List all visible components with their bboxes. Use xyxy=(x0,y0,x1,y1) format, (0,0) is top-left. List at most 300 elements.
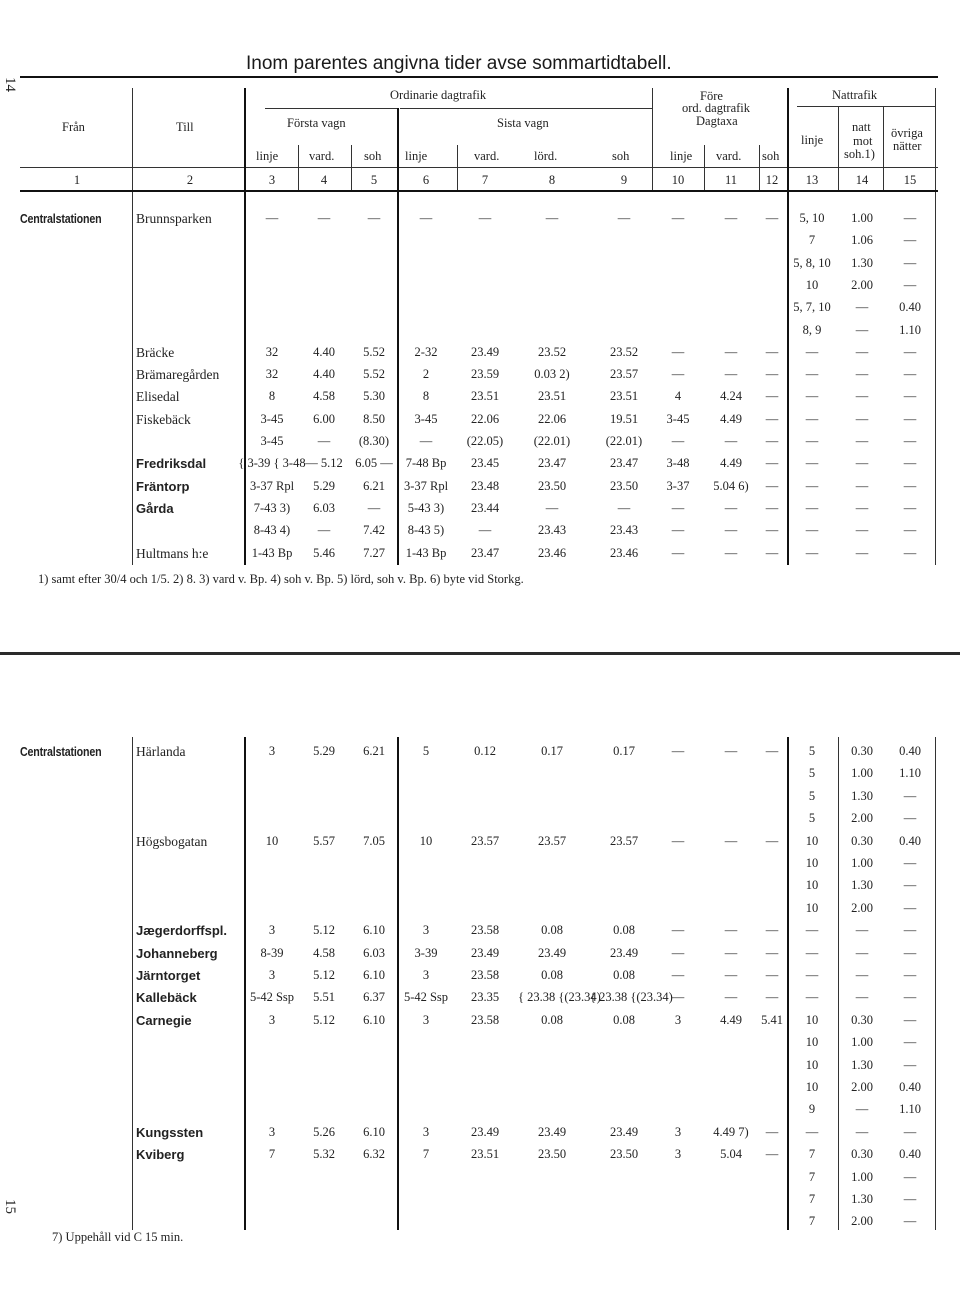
vline xyxy=(652,88,653,190)
table-cell: 0.40 xyxy=(899,300,921,315)
stop-name: Fräntorp xyxy=(136,478,190,494)
table-cell: 23.51 xyxy=(609,389,639,404)
page-title: Inom parentes angivna tider avse sommartidtabell. xyxy=(246,53,672,74)
stop-name: Högsbogatan xyxy=(136,833,208,849)
stop-name: Brämaregården xyxy=(136,367,220,383)
table-cell: 0.30 xyxy=(851,833,873,848)
header-sista-vagn: Sista vagn xyxy=(497,116,549,130)
table-cell: 23.49 xyxy=(470,344,500,359)
table-cell: 6.37 xyxy=(363,990,385,1005)
table-cell: 3 xyxy=(268,1012,276,1027)
table-cell: 23.50 xyxy=(609,1147,639,1162)
table-cell: — xyxy=(805,500,819,515)
stop-name: Härlanda xyxy=(136,744,186,759)
table-cell: 5 xyxy=(422,744,430,758)
header-natt: natt xyxy=(852,120,871,134)
table-cell: 4.49 7) xyxy=(713,1124,749,1139)
stop-name: Fredriksdal xyxy=(136,456,207,472)
table-cell: — xyxy=(478,523,492,538)
table-cell: 7.27 xyxy=(363,545,385,560)
table-cell: — xyxy=(765,833,779,848)
table-cell: — xyxy=(903,900,917,915)
table-cell: 10 xyxy=(805,1035,819,1050)
table-cell: 0.30 xyxy=(851,1012,873,1027)
table-cell: 3-45 xyxy=(260,411,284,426)
stop-name: Brunnsparken xyxy=(136,211,212,226)
header-nattrafik: Nattrafik xyxy=(832,88,878,102)
table-cell: — xyxy=(724,434,738,448)
table-cell: — xyxy=(765,923,779,938)
table-cell: 5.41 xyxy=(761,1012,783,1027)
table-cell: — xyxy=(805,968,819,982)
table-cell: — xyxy=(765,478,779,493)
table-cell: 32 xyxy=(265,344,279,359)
stop-name: Kungssten xyxy=(136,1124,204,1140)
header-ordinarie: Ordinarie dagtrafik xyxy=(390,88,487,102)
table-cell: — xyxy=(855,456,869,471)
table-cell: 4.24 xyxy=(720,389,742,404)
table-cell: — xyxy=(317,434,331,448)
table-cell: — xyxy=(855,389,869,404)
table-cell: 1.00 xyxy=(851,1169,873,1184)
table-cell: 5.57 xyxy=(313,833,335,848)
section1-footnote: 1) samt efter 30/4 och 1/5. 2) 8. 3) vard v. Bp. 4) soh v. Bp. 5) lörd, soh v. Bp. 6) byte vid Storkg. xyxy=(38,572,524,586)
table-cell: — xyxy=(317,523,331,538)
table-cell: — xyxy=(765,389,779,404)
stop-name: Bräcke xyxy=(136,344,175,360)
subhdr-soh-3: soh xyxy=(762,149,780,163)
page-number-top: 14 xyxy=(2,77,18,92)
column-number: 4 xyxy=(320,173,328,187)
table-cell: 3 xyxy=(674,1147,682,1162)
table-cell: — xyxy=(367,211,381,225)
table-cell: 3-37 xyxy=(666,478,690,493)
table-cell: — xyxy=(903,1192,917,1206)
table-cell: 23.51 xyxy=(470,1147,500,1162)
table-cell: — xyxy=(903,211,917,225)
table-cell: 1.00 xyxy=(851,856,873,870)
header-fore: Före xyxy=(700,89,723,103)
table-cell: — xyxy=(765,456,779,471)
table-cell: 7 xyxy=(808,233,816,248)
table-cell: 0.08 xyxy=(613,1012,635,1027)
table-cell: (22.01) xyxy=(533,434,571,448)
table-cell: 6.05 — xyxy=(355,456,393,471)
table-cell: 7 xyxy=(808,1169,816,1184)
vline xyxy=(838,106,839,190)
table-cell: — xyxy=(317,211,331,225)
table-cell: 6.21 xyxy=(363,478,385,493)
table-cell: 23.57 xyxy=(470,833,500,848)
table-cell: — xyxy=(855,968,869,982)
table-cell: 8.50 xyxy=(363,411,385,426)
table-cell: 8, 9 xyxy=(802,322,822,337)
table-cell: 5 xyxy=(808,766,816,781)
table-cell: — xyxy=(855,500,869,515)
table-cell: 5.12 xyxy=(313,968,335,982)
table-cell: 23.58 xyxy=(470,968,500,982)
column-number: 13 xyxy=(805,173,819,187)
table-cell: 23.57 xyxy=(609,833,639,848)
stop-name: Jægerdorffspl. xyxy=(136,923,228,939)
table-cell: — xyxy=(903,277,917,292)
table-cell: — xyxy=(724,523,738,538)
table-cell: 1.00 xyxy=(851,1035,873,1050)
table-cell: — xyxy=(765,990,779,1005)
column-number: 2 xyxy=(186,173,194,187)
table-cell: — xyxy=(903,344,917,359)
table-cell: — xyxy=(671,945,685,960)
table-cell: — xyxy=(903,968,917,982)
table-cell: — xyxy=(671,211,685,225)
table-cell: — xyxy=(805,545,819,560)
table-cell: — xyxy=(671,833,685,848)
table-cell: 0.08 xyxy=(613,968,635,982)
vline xyxy=(787,88,789,190)
vline xyxy=(351,145,352,190)
table-cell: 5-43 3) xyxy=(407,500,445,515)
table-cell: 2.00 xyxy=(851,1080,873,1094)
table-cell: 2.00 xyxy=(851,277,873,292)
table-cell: — xyxy=(805,478,819,493)
table-cell: 3-45 xyxy=(414,411,438,426)
table-cell: — xyxy=(903,990,917,1005)
header-bottom-rule xyxy=(20,190,938,192)
subhdr-linje-1: linje xyxy=(256,149,279,163)
table-cell: — xyxy=(805,923,819,938)
table-cell: — xyxy=(903,811,917,826)
table-cell: 5.29 xyxy=(313,478,335,493)
table-cell: 10 xyxy=(805,900,819,915)
table-cell: 5, 7, 10 xyxy=(793,300,831,315)
table-cell: — xyxy=(765,344,779,359)
table-cell: — xyxy=(765,744,779,758)
table-cell: — xyxy=(765,1147,779,1162)
table-cell: 3-39 xyxy=(414,945,438,960)
table-cell: — xyxy=(855,945,869,960)
table-cell: 3 xyxy=(422,923,430,938)
table-cell: 5.30 xyxy=(363,389,385,404)
table-cell: 7 xyxy=(268,1147,276,1162)
header-rule-forsta xyxy=(265,108,398,109)
table-cell: — xyxy=(671,367,685,382)
column-number: 15 xyxy=(903,173,917,187)
table-cell: — xyxy=(805,434,819,448)
table-cell: — xyxy=(478,211,492,225)
table-cell: — xyxy=(765,500,779,515)
table-cell: 3 xyxy=(422,1124,430,1139)
table-cell: { 23.38 {(23.34) xyxy=(590,990,673,1005)
table-cell: — xyxy=(805,344,819,359)
table-cell: 23.47 xyxy=(470,545,500,560)
table-cell: 9 xyxy=(808,1102,816,1117)
table-cell: 5 xyxy=(808,744,816,758)
table-cell: 1.30 xyxy=(851,1057,873,1072)
table-cell: — xyxy=(855,923,869,938)
table-cell: — xyxy=(724,500,738,515)
table-cell: — xyxy=(671,500,685,515)
subhdr-vard-2: vard. xyxy=(474,149,500,163)
table-cell: — xyxy=(805,1124,819,1139)
table-cell: — xyxy=(855,1124,869,1139)
table-cell: 3 xyxy=(674,1012,682,1027)
subhdr-soh-1: soh xyxy=(364,149,382,163)
table-cell: — xyxy=(724,367,738,382)
table-cell: — xyxy=(903,1124,917,1139)
table-cell: 23.50 xyxy=(537,478,567,493)
table-cell: 23.57 xyxy=(609,367,639,382)
column-number: 14 xyxy=(855,173,869,187)
table-cell: 23.35 xyxy=(470,990,500,1005)
table-cell: 4.49 xyxy=(720,411,742,426)
stop-name: Hultmans h:e xyxy=(136,545,209,561)
table-cell: 23.50 xyxy=(609,478,639,493)
vline xyxy=(298,145,299,190)
table-cell: 0.17 xyxy=(541,744,563,758)
table-cell: 23.58 xyxy=(470,923,500,938)
table-cell: 3 xyxy=(268,744,276,758)
header-mid-rule xyxy=(20,167,938,168)
table-cell: 23.59 xyxy=(470,367,500,382)
table-cell: — xyxy=(671,744,685,758)
table-cell: 3 xyxy=(268,968,276,982)
table-cell: 6.10 xyxy=(363,968,385,982)
table-cell: 4.58 xyxy=(313,945,335,960)
table-cell: 1.10 xyxy=(899,322,921,337)
table-cell: 7-48 Bp xyxy=(405,456,447,471)
column-number: 9 xyxy=(620,173,628,187)
table-cell: 23.44 xyxy=(470,500,500,515)
header-rule-sista xyxy=(400,108,652,109)
stop-name: Elisedal xyxy=(136,389,180,405)
table-cell: — xyxy=(903,233,917,248)
table-cell: 23.47 xyxy=(537,456,567,471)
table-cell: 8-43 4) xyxy=(253,523,291,538)
table-cell: — xyxy=(903,1169,917,1184)
table-cell: 22.06 xyxy=(537,411,567,426)
table-cell: 5.26 xyxy=(313,1124,335,1139)
table-cell: 4.40 xyxy=(313,367,335,382)
stop-name: Järntorget xyxy=(136,968,201,983)
table-cell: (22.05) xyxy=(466,434,504,448)
table-cell: 5.12 xyxy=(313,923,335,938)
table-cell: — xyxy=(805,945,819,960)
table-cell: — xyxy=(855,434,869,448)
subhdr-vard-3: vard. xyxy=(716,149,742,163)
table-cell: 2.00 xyxy=(851,900,873,915)
table-cell: 1.06 xyxy=(851,233,873,248)
table-cell: — xyxy=(855,523,869,538)
header-rule-natt xyxy=(797,106,935,107)
header-soh-1: soh.1) xyxy=(844,147,875,161)
table-cell: 1.10 xyxy=(899,1102,921,1117)
table-cell: — xyxy=(724,833,738,848)
header-fran: Från xyxy=(62,120,85,134)
table-cell: 23.58 xyxy=(470,1012,500,1027)
table-cell: — xyxy=(903,523,917,538)
table-cell: — xyxy=(855,411,869,426)
header-natter: nätter xyxy=(893,139,922,153)
page-number-bottom: 15 xyxy=(2,1199,18,1214)
table-cell: 10 xyxy=(805,277,819,292)
table-cell: — xyxy=(903,411,917,426)
vline xyxy=(883,106,884,190)
table-cell: — xyxy=(903,1035,917,1050)
table-cell: — xyxy=(419,211,433,225)
column-number: 8 xyxy=(548,173,556,187)
stop-name: Gårda xyxy=(136,500,174,516)
table-cell: 1-43 Bp xyxy=(251,545,293,560)
table-cell: 0.40 xyxy=(899,833,921,848)
vline xyxy=(759,145,760,190)
table-cell: 10 xyxy=(805,1057,819,1072)
subhdr-linje-2: linje xyxy=(405,149,428,163)
table-cell: 23.45 xyxy=(470,456,500,471)
table-cell: 0.08 xyxy=(541,1012,563,1027)
table-cell: — xyxy=(903,945,917,960)
table-cell: 1.30 xyxy=(851,878,873,893)
table-cell: 1.30 xyxy=(851,788,873,803)
table-cell: 5.04 xyxy=(720,1147,742,1162)
header-top-rule xyxy=(20,76,938,78)
table-cell: — xyxy=(805,389,819,404)
table-cell: 6.03 xyxy=(363,945,385,960)
stop-name: Kviberg xyxy=(136,1147,185,1163)
table-cell: 7 xyxy=(808,1147,816,1162)
table-cell: 3 xyxy=(268,1124,276,1139)
table-cell: 10 xyxy=(419,833,433,848)
table-cell: — xyxy=(855,344,869,359)
table-cell: 5 xyxy=(808,811,816,826)
table-cell: — xyxy=(724,923,738,938)
table-cell: — xyxy=(765,945,779,960)
table-cell: 0.08 xyxy=(541,923,563,938)
table-cell: — xyxy=(903,545,917,560)
table-cell: 7.05 xyxy=(363,833,385,848)
table-cell: — xyxy=(855,478,869,493)
subhdr-soh-2: soh xyxy=(612,149,630,163)
table-cell: 6.00 xyxy=(313,411,335,426)
column-number: 1 xyxy=(73,173,81,187)
vline xyxy=(132,192,133,565)
table-cell: { 23.38 {(23.34) xyxy=(518,990,601,1005)
table-cell: — xyxy=(903,500,917,515)
header-till: Till xyxy=(176,120,194,134)
table-cell: — xyxy=(765,1124,779,1139)
table-cell: 5 xyxy=(808,788,816,803)
table-cell: { 3-39 { 3-48 xyxy=(238,456,306,471)
stop-name: Fiskebäck xyxy=(136,411,191,427)
table-cell: 23.52 xyxy=(537,344,567,359)
vline xyxy=(935,88,936,190)
column-number: 7 xyxy=(481,173,489,187)
column-number: 3 xyxy=(268,173,276,187)
table-cell: — xyxy=(617,500,631,515)
table-cell: 6.10 xyxy=(363,1012,385,1027)
table-cell: 2 xyxy=(422,367,430,382)
table-cell: 23.51 xyxy=(537,389,567,404)
stop-name: Kallebäck xyxy=(136,990,197,1006)
table-cell: — xyxy=(903,788,917,803)
table-cell: — xyxy=(855,322,869,337)
table-cell: — xyxy=(765,968,779,982)
table-cell: — xyxy=(855,545,869,560)
table-cell: — xyxy=(855,990,869,1005)
table-cell: 0.40 xyxy=(899,744,921,758)
table-cell: 10 xyxy=(805,1012,819,1027)
table-cell: — xyxy=(805,523,819,538)
section1-from: Centralstationen xyxy=(20,211,102,226)
table-cell: 0.03 2) xyxy=(534,367,570,382)
table-cell: 23.47 xyxy=(609,456,639,471)
table-cell: — xyxy=(855,367,869,382)
table-cell: — xyxy=(724,545,738,560)
table-cell: 3-48 xyxy=(666,456,690,471)
table-cell: 2.00 xyxy=(851,1214,873,1229)
column-number: 12 xyxy=(765,173,779,187)
table-cell: 7 xyxy=(808,1192,816,1206)
table-cell: 2-32 xyxy=(414,344,438,359)
table-cell: 5.52 xyxy=(363,344,385,359)
table-cell: — xyxy=(903,878,917,893)
table-cell: 3-37 Rpl xyxy=(403,478,449,493)
table-cell: — xyxy=(903,478,917,493)
table-cell: 23.49 xyxy=(537,945,567,960)
vline xyxy=(704,145,705,190)
table-cell: — xyxy=(671,923,685,938)
vline xyxy=(132,737,133,1230)
table-cell: 4.40 xyxy=(313,344,335,359)
table-cell: 0.40 xyxy=(899,1080,921,1094)
table-cell: 7 xyxy=(808,1214,816,1229)
subhdr-vard-1: vard. xyxy=(309,149,335,163)
table-cell: 10 xyxy=(805,878,819,893)
table-cell: — xyxy=(671,344,685,359)
table-cell: 0.12 xyxy=(474,744,496,758)
table-cell: — xyxy=(617,211,631,225)
table-cell: (8.30) xyxy=(358,434,390,448)
table-cell: 6.32 xyxy=(363,1147,385,1162)
table-cell: 23.49 xyxy=(470,1124,500,1139)
table-cell: 5-42 Ssp xyxy=(403,990,449,1005)
table-cell: — xyxy=(671,545,685,560)
table-cell: 4.49 xyxy=(720,1012,742,1027)
stop-name: Johanneberg xyxy=(136,945,218,961)
table-cell: 3-45 xyxy=(666,411,690,426)
table-cell: — xyxy=(855,1102,869,1117)
table-cell: 6.21 xyxy=(363,744,385,758)
table-cell: — xyxy=(765,367,779,382)
table-cell: 23.48 xyxy=(470,478,500,493)
table-cell: 4.58 xyxy=(313,389,335,404)
table-cell: — xyxy=(724,344,738,359)
table-cell: — xyxy=(724,968,738,982)
vline xyxy=(244,88,246,190)
table-cell: — xyxy=(805,990,819,1005)
table-cell: 23.43 xyxy=(537,523,567,538)
table-cell: 5, 8, 10 xyxy=(793,255,831,270)
table-cell: — xyxy=(545,500,559,515)
table-cell: — xyxy=(765,211,779,225)
table-cell: 3 xyxy=(422,1012,430,1027)
table-cell: 23.49 xyxy=(537,1124,567,1139)
table-cell: 7 xyxy=(422,1147,430,1162)
table-cell: 3-37 Rpl xyxy=(249,478,295,493)
column-number: 11 xyxy=(724,173,738,187)
table-cell: 5.46 xyxy=(313,545,335,560)
table-cell: — xyxy=(903,367,917,382)
vline xyxy=(457,145,458,190)
